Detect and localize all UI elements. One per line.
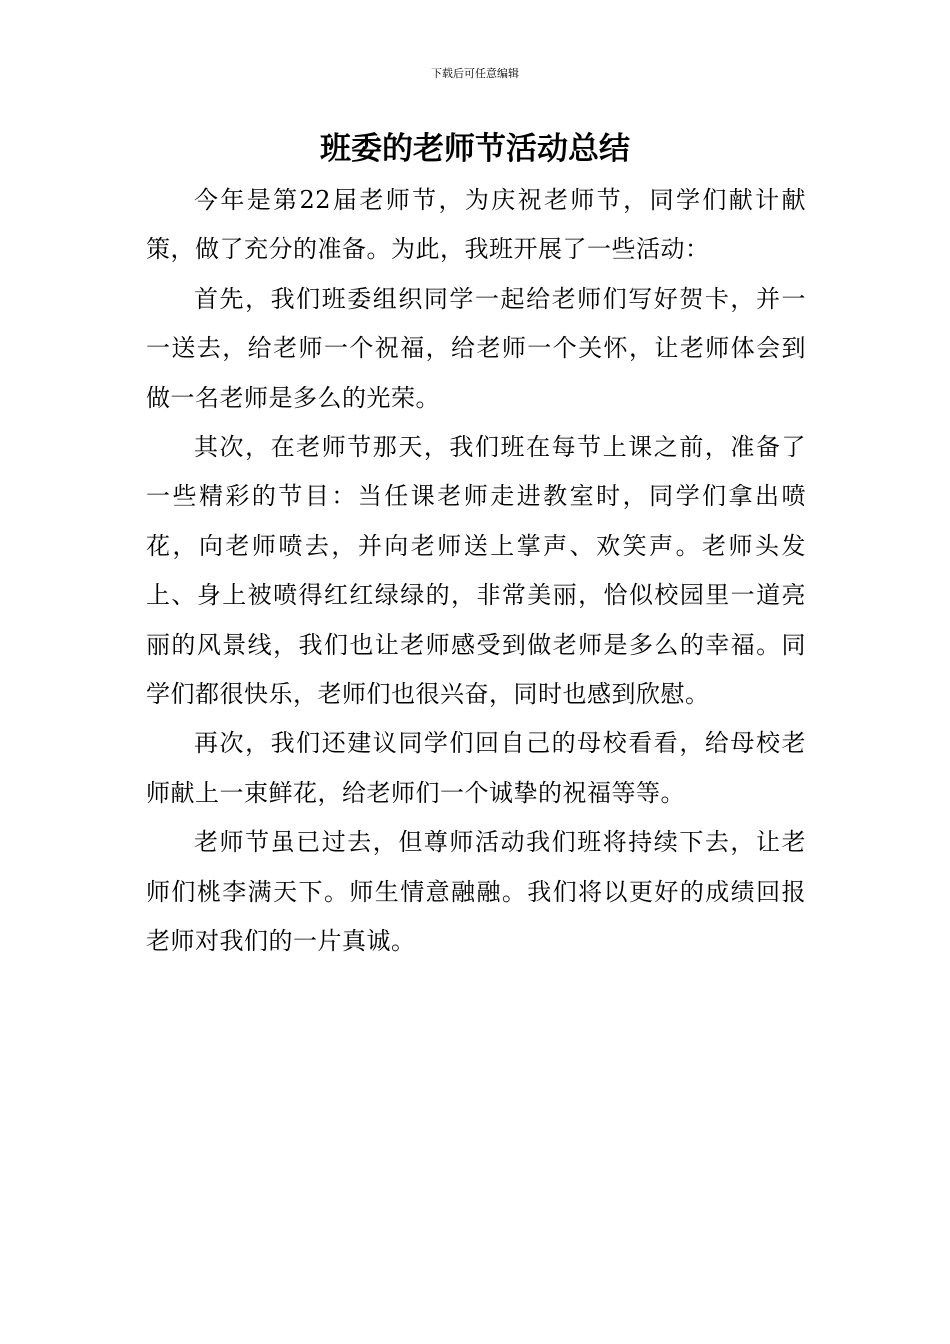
document-title: 班委的老师节活动总结 bbox=[320, 131, 630, 167]
header-note: 下载后可任意编辑 bbox=[431, 67, 519, 80]
paragraph-first: 首先，我们班委组织同学一起给老师们写好贺卡，并一一送去，给老师一个祝福，给老师一个关怀，让老师体会到做一名老师是多么的光荣。 bbox=[146, 284, 806, 412]
paragraph-third: 再次，我们还建议同学们回自己的母校看看，给母校老师献上一束鲜花，给老师们一个诚挚的祝福等等。 bbox=[146, 729, 806, 807]
paragraph-intro: 今年是第22届老师节，为庆祝老师节，同学们献计献策，做了充分的准备。为此，我班开展了一些活动： bbox=[146, 186, 806, 264]
paragraph-second: 其次，在老师节那天，我们班在每节上课之前，准备了一些精彩的节目：当任课老师走进教室时，同学们拿出喷花，向老师喷去，并向老师送上掌声、欢笑声。老师头发上、身上被喷得红红绿绿的，非常美丽，恰似校园里一道亮丽的风景线，我们也让老师感受到做老师是多么的幸福。同学们都很快乐，老师们也很兴奋，同时也感到欣慰。 bbox=[146, 433, 806, 709]
document-body bbox=[146, 176, 806, 967]
paragraph-conclusion: 老师节虽已过去，但尊师活动我们班将持续下去，让老师们桃李满天下。师生情意融融。我们将以更好的成绩回报老师对我们的一片真诚。 bbox=[146, 828, 806, 956]
